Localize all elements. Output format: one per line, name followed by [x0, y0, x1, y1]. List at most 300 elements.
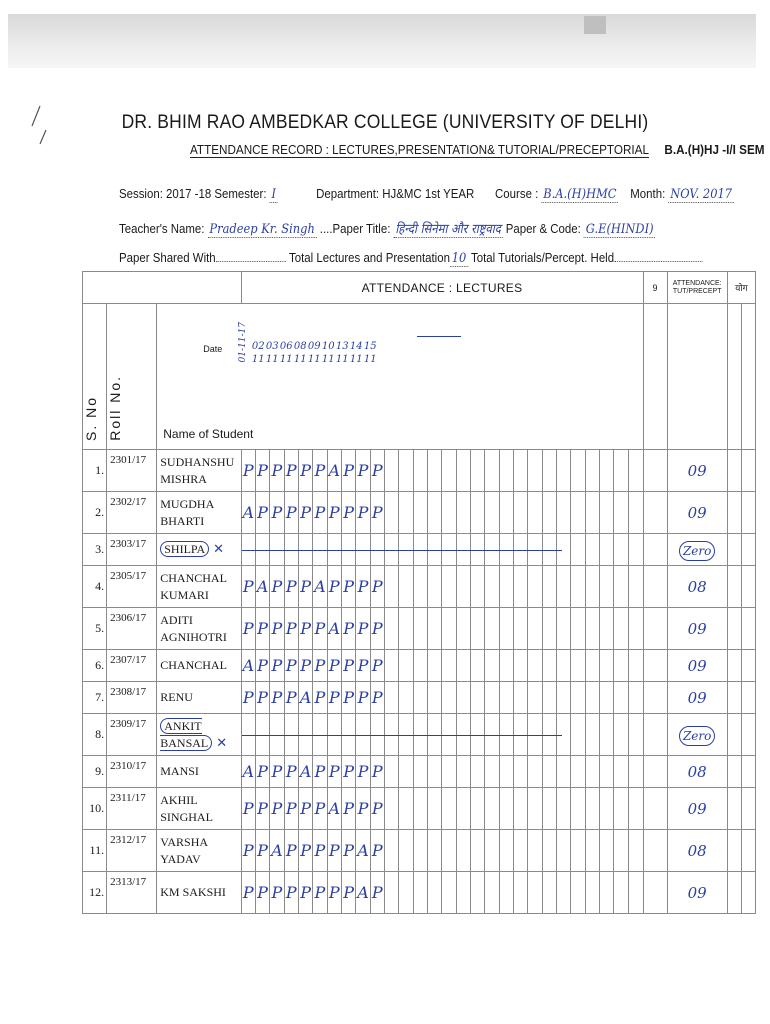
attendance-mark: A — [356, 830, 370, 872]
attendance-mark — [585, 872, 599, 914]
date-month: 11 — [335, 354, 349, 366]
attendance-mark — [614, 830, 628, 872]
attendance-mark — [384, 872, 398, 914]
attendance-mark: P — [341, 756, 355, 788]
date-entry — [335, 340, 349, 366]
attendance-mark — [528, 566, 542, 608]
attendance-mark: P — [255, 830, 269, 872]
attendance-mark: P — [370, 608, 384, 650]
attendance-mark: A — [327, 608, 341, 650]
attendance-lectures-header: ATTENDANCE : LECTURES — [241, 272, 643, 304]
total-lectures-value: 10 — [451, 251, 467, 266]
attendance-mark — [528, 492, 542, 534]
attendance-mark — [428, 788, 442, 830]
roll-number: 2303/17 — [107, 534, 157, 566]
attendance-mark — [585, 534, 599, 566]
attendance-mark — [542, 682, 556, 714]
attendance-mark — [399, 566, 413, 608]
header-col-9: 9 — [643, 272, 667, 304]
attendance-mark: P — [241, 830, 255, 872]
attendance-mark — [614, 534, 628, 566]
attendance-mark — [471, 608, 485, 650]
attendance-mark — [542, 872, 556, 914]
attendance-mark — [557, 788, 571, 830]
blank-cell — [727, 682, 741, 714]
roll-number: 2302/17 — [107, 492, 157, 534]
attendance-mark — [514, 608, 528, 650]
blank-cell — [741, 682, 755, 714]
student-name — [157, 682, 241, 714]
attendance-mark — [413, 492, 427, 534]
teacher-line — [119, 219, 655, 237]
blank-cell — [643, 872, 667, 914]
date-month: 11 — [307, 354, 321, 366]
date-name-header — [157, 304, 643, 450]
attendance-mark — [542, 788, 556, 830]
attendance-mark — [485, 872, 499, 914]
session-label: Session: 2017 -18 Semester: — [119, 186, 267, 201]
attendance-mark — [456, 492, 470, 534]
attendance-mark — [614, 788, 628, 830]
attendance-total — [667, 566, 727, 608]
student-name-text: MUGDHA BHARTI — [160, 496, 214, 528]
header-blank-right — [741, 304, 755, 450]
attendance-total — [667, 714, 727, 756]
attendance-mark: P — [356, 566, 370, 608]
attendance-mark — [485, 682, 499, 714]
date-entry — [265, 340, 279, 366]
header-row-attendance — [83, 272, 756, 304]
attendance-mark — [399, 788, 413, 830]
attendance-mark — [614, 650, 628, 682]
attendance-mark — [384, 566, 398, 608]
attendance-mark — [600, 872, 614, 914]
attendance-mark — [600, 566, 614, 608]
date-month: 11 — [363, 354, 377, 366]
attendance-mark — [384, 682, 398, 714]
attendance-mark — [514, 788, 528, 830]
attendance-mark — [428, 650, 442, 682]
attendance-mark — [499, 492, 513, 534]
attendance-mark — [514, 756, 528, 788]
attendance-mark — [413, 682, 427, 714]
blank-cell — [727, 788, 741, 830]
attendance-total-value: 09 — [687, 656, 707, 675]
attendance-table — [82, 271, 756, 914]
attendance-mark: P — [255, 450, 269, 492]
attendance-mark — [614, 492, 628, 534]
roll-number: 2310/17 — [107, 756, 157, 788]
attendance-total-value: 09 — [687, 688, 707, 707]
header-blank-right — [727, 304, 741, 450]
attendance-mark: P — [327, 492, 341, 534]
attendance-mark — [600, 450, 614, 492]
attendance-mark: P — [370, 788, 384, 830]
attendance-mark — [442, 492, 456, 534]
attendance-mark — [614, 608, 628, 650]
student-name-text: CHANCHAL — [160, 658, 227, 672]
attendance-mark: P — [370, 830, 384, 872]
blank-cell — [643, 830, 667, 872]
date-day: 14 — [349, 341, 363, 353]
attendance-mark — [471, 756, 485, 788]
attendance-mark — [628, 608, 643, 650]
total-lectures-label: Total Lectures and Presentation — [289, 250, 450, 265]
attendance-mark — [428, 830, 442, 872]
paper-title-value: हिन्दी सिनेमा और राष्ट्रवाद — [395, 222, 501, 237]
attendance-mark — [456, 756, 470, 788]
table-row — [83, 608, 756, 650]
attendance-mark — [628, 682, 643, 714]
attendance-mark — [585, 566, 599, 608]
attendance-mark — [413, 608, 427, 650]
blank-cell — [643, 608, 667, 650]
attendance-mark: P — [327, 830, 341, 872]
date-day: 10 — [321, 341, 335, 353]
attendance-mark — [428, 450, 442, 492]
shared-label: Paper Shared With — [119, 250, 216, 265]
paper-code-label: Paper & Code: — [505, 221, 581, 236]
attendance-mark: P — [327, 650, 341, 682]
attendance-mark: P — [341, 566, 355, 608]
attendance-mark: P — [370, 872, 384, 914]
date-day: 02 — [251, 341, 265, 353]
attendance-total — [667, 872, 727, 914]
attendance-mark: P — [341, 682, 355, 714]
table-row — [83, 566, 756, 608]
attendance-total — [667, 650, 727, 682]
attendance-mark — [514, 492, 528, 534]
date-entry — [293, 340, 307, 366]
blank-cell — [741, 788, 755, 830]
shared-blank — [216, 261, 286, 262]
attendance-mark — [428, 492, 442, 534]
blank-cell — [741, 830, 755, 872]
attendance-mark — [471, 492, 485, 534]
attendance-mark — [485, 650, 499, 682]
month-label: Month: — [630, 186, 666, 201]
attendance-mark — [585, 830, 599, 872]
attendance-mark: P — [270, 756, 284, 788]
blank-cell — [643, 682, 667, 714]
student-name-text: RENU — [160, 690, 193, 704]
roll-number: 2312/17 — [107, 830, 157, 872]
student-name-text: SUDHANSHU MISHRA — [160, 454, 235, 486]
attendance-mark — [442, 450, 456, 492]
attendance-mark — [471, 682, 485, 714]
attendance-mark — [557, 450, 571, 492]
blank-cell — [741, 534, 755, 566]
attendance-mark — [413, 756, 427, 788]
attendance-mark: P — [356, 756, 370, 788]
attendance-mark — [442, 788, 456, 830]
attendance-mark — [471, 872, 485, 914]
attendance-mark — [456, 682, 470, 714]
attendance-mark — [628, 492, 643, 534]
attendance-mark — [485, 492, 499, 534]
date-continue-line — [417, 336, 461, 337]
attendance-mark: P — [327, 872, 341, 914]
total-tut-label: Total Tutorials/Percept. Held — [471, 250, 615, 265]
student-name — [157, 830, 241, 872]
attendance-mark — [485, 788, 499, 830]
sno-header-label: S. No — [83, 395, 99, 441]
attendance-mark — [384, 492, 398, 534]
attendance-mark: P — [356, 650, 370, 682]
attendance-mark — [442, 682, 456, 714]
serial-number: 3. — [83, 534, 107, 566]
attendance-mark — [413, 872, 427, 914]
attendance-mark — [384, 756, 398, 788]
serial-number: 9. — [83, 756, 107, 788]
attendance-mark — [428, 682, 442, 714]
student-name — [157, 492, 241, 534]
attendance-mark — [571, 534, 585, 566]
attendance-mark: A — [356, 872, 370, 914]
blank-cell — [643, 756, 667, 788]
attendance-mark: P — [341, 872, 355, 914]
attendance-mark: P — [255, 872, 269, 914]
date-month: 11 — [279, 354, 293, 366]
attendance-mark — [614, 682, 628, 714]
semester-label: B.A.(H)HJ -I/I SEM — [664, 142, 765, 157]
date-entry — [363, 340, 377, 366]
attendance-mark — [241, 714, 255, 756]
attendance-mark — [413, 450, 427, 492]
attendance-mark — [528, 450, 542, 492]
attendance-mark: A — [298, 682, 312, 714]
header-blank-right — [667, 304, 727, 450]
date-month: 11 — [321, 354, 335, 366]
blank-cell — [741, 756, 755, 788]
roll-number: 2306/17 — [107, 608, 157, 650]
attendance-mark — [557, 830, 571, 872]
table-row — [83, 788, 756, 830]
date-day: 08 — [293, 341, 307, 353]
attendance-mark: P — [298, 830, 312, 872]
attendance-total — [667, 682, 727, 714]
tut-blank — [614, 261, 702, 262]
attendance-mark — [399, 682, 413, 714]
date-month: 11 — [293, 354, 307, 366]
attendance-mark — [456, 450, 470, 492]
attendance-mark: P — [370, 566, 384, 608]
blank-cell — [741, 492, 755, 534]
attendance-mark: A — [255, 566, 269, 608]
blank-cell — [727, 566, 741, 608]
student-name-text: CHANCHAL KUMARI — [160, 570, 227, 602]
attendance-mark — [528, 756, 542, 788]
attendance-mark — [628, 830, 643, 872]
attendance-mark — [399, 756, 413, 788]
attendance-mark: P — [327, 682, 341, 714]
attendance-mark: P — [270, 492, 284, 534]
attendance-mark: P — [255, 650, 269, 682]
attendance-mark — [585, 788, 599, 830]
attendance-mark — [542, 756, 556, 788]
attendance-mark — [471, 830, 485, 872]
attendance-mark: P — [284, 756, 298, 788]
blank-cell — [741, 872, 755, 914]
attendance-mark: P — [370, 756, 384, 788]
date-day: 09 — [307, 341, 321, 353]
attendance-total-value: 08 — [687, 841, 707, 860]
table-row — [83, 492, 756, 534]
attendance-mark: P — [298, 872, 312, 914]
attendance-mark — [571, 830, 585, 872]
attendance-mark — [628, 714, 643, 756]
attendance-mark — [428, 608, 442, 650]
attendance-mark — [514, 650, 528, 682]
attendance-mark: P — [327, 756, 341, 788]
student-name-text: AKHIL SINGHAL — [160, 792, 213, 824]
attendance-mark — [571, 492, 585, 534]
attendance-mark — [571, 714, 585, 756]
blank-cell — [727, 450, 741, 492]
attendance-mark — [542, 608, 556, 650]
attendance-mark: P — [313, 608, 327, 650]
header-blank — [83, 272, 242, 304]
attendance-mark: A — [241, 756, 255, 788]
attendance-mark — [399, 492, 413, 534]
attendance-mark: P — [298, 492, 312, 534]
attendance-mark — [499, 608, 513, 650]
attendance-mark — [571, 608, 585, 650]
attendance-mark — [585, 450, 599, 492]
attendance-mark: P — [298, 650, 312, 682]
attendance-mark: P — [284, 830, 298, 872]
attendance-total-value: Zero — [679, 726, 715, 746]
attendance-mark: A — [327, 450, 341, 492]
student-name — [157, 788, 241, 830]
attendance-mark — [413, 830, 427, 872]
attendance-mark — [628, 450, 643, 492]
student-name — [157, 566, 241, 608]
attendance-mark — [614, 450, 628, 492]
attendance-mark — [557, 872, 571, 914]
teacher-label: Teacher's Name: — [119, 221, 205, 236]
attendance-mark: P — [298, 566, 312, 608]
attendance-mark — [600, 534, 614, 566]
roll-number: 2308/17 — [107, 682, 157, 714]
attendance-mark: P — [270, 450, 284, 492]
attendance-mark — [499, 872, 513, 914]
blank-cell — [727, 830, 741, 872]
attendance-mark — [600, 650, 614, 682]
attendance-mark: P — [313, 830, 327, 872]
attendance-mark — [557, 608, 571, 650]
attendance-mark — [499, 830, 513, 872]
roll-number: 2301/17 — [107, 450, 157, 492]
student-name — [157, 714, 241, 756]
blank-cell — [741, 450, 755, 492]
attendance-mark: P — [284, 450, 298, 492]
attendance-mark — [399, 450, 413, 492]
record-title: ATTENDANCE RECORD : LECTURES,PRESENTATION& TUTORIAL/PRECEPTORIAL — [190, 142, 649, 157]
attendance-mark: P — [241, 788, 255, 830]
attendance-mark — [514, 872, 528, 914]
attendance-mark — [600, 788, 614, 830]
date-day: 15 — [363, 341, 377, 353]
attendance-mark — [499, 450, 513, 492]
attendance-mark — [471, 450, 485, 492]
roll-number: 2311/17 — [107, 788, 157, 830]
table-row — [83, 650, 756, 682]
attendance-total-value: 09 — [687, 883, 707, 902]
attendance-mark: P — [298, 608, 312, 650]
attendance-mark — [399, 608, 413, 650]
attendance-mark — [542, 492, 556, 534]
sno-header — [83, 304, 107, 450]
attendance-mark: P — [270, 788, 284, 830]
attendance-mark: P — [284, 492, 298, 534]
attendance-mark: P — [313, 492, 327, 534]
attendance-mark — [585, 756, 599, 788]
attendance-mark — [614, 872, 628, 914]
paper-title-label: ....Paper Title: — [319, 221, 391, 236]
blank-cell — [727, 714, 741, 756]
attendance-mark: P — [356, 450, 370, 492]
roll-header — [107, 304, 157, 450]
attendance-mark — [585, 682, 599, 714]
attendance-mark: P — [255, 492, 269, 534]
serial-number: 8. — [83, 714, 107, 756]
attendance-mark — [442, 756, 456, 788]
table-row — [83, 682, 756, 714]
attendance-mark: P — [284, 566, 298, 608]
student-name — [157, 450, 241, 492]
attendance-mark: P — [313, 650, 327, 682]
attendance-mark: P — [313, 450, 327, 492]
attendance-mark — [514, 682, 528, 714]
attendance-mark — [542, 450, 556, 492]
attendance-total — [667, 492, 727, 534]
roll-number: 2305/17 — [107, 566, 157, 608]
attendance-total — [667, 608, 727, 650]
attendance-total-value: 09 — [687, 619, 707, 638]
attendance-mark — [528, 608, 542, 650]
attendance-mark: P — [255, 756, 269, 788]
attendance-mark — [600, 682, 614, 714]
attendance-mark — [413, 788, 427, 830]
blank-cell — [741, 714, 755, 756]
date-entry — [251, 340, 265, 366]
date-day: 06 — [279, 341, 293, 353]
student-name-text: ADITI AGNIHOTRI — [160, 612, 227, 644]
attendance-mark — [557, 682, 571, 714]
attendance-mark — [485, 756, 499, 788]
attendance-mark — [571, 450, 585, 492]
date-label: Date — [203, 344, 223, 354]
attendance-mark — [571, 650, 585, 682]
attendance-mark — [571, 682, 585, 714]
attendance-total-value: 08 — [687, 577, 707, 596]
attendance-mark — [456, 566, 470, 608]
roll-header-label: Roll No. — [107, 375, 124, 441]
attendance-total-value: 09 — [687, 503, 707, 522]
attendance-mark — [585, 650, 599, 682]
attendance-total — [667, 450, 727, 492]
attendance-mark — [456, 608, 470, 650]
date-first: 01-11-17 — [238, 322, 249, 363]
attendance-mark: P — [313, 872, 327, 914]
attendance-mark — [571, 788, 585, 830]
attendance-mark — [485, 450, 499, 492]
attendance-mark — [528, 682, 542, 714]
attendance-mark — [585, 608, 599, 650]
attendance-mark: P — [341, 450, 355, 492]
attendance-mark — [628, 650, 643, 682]
